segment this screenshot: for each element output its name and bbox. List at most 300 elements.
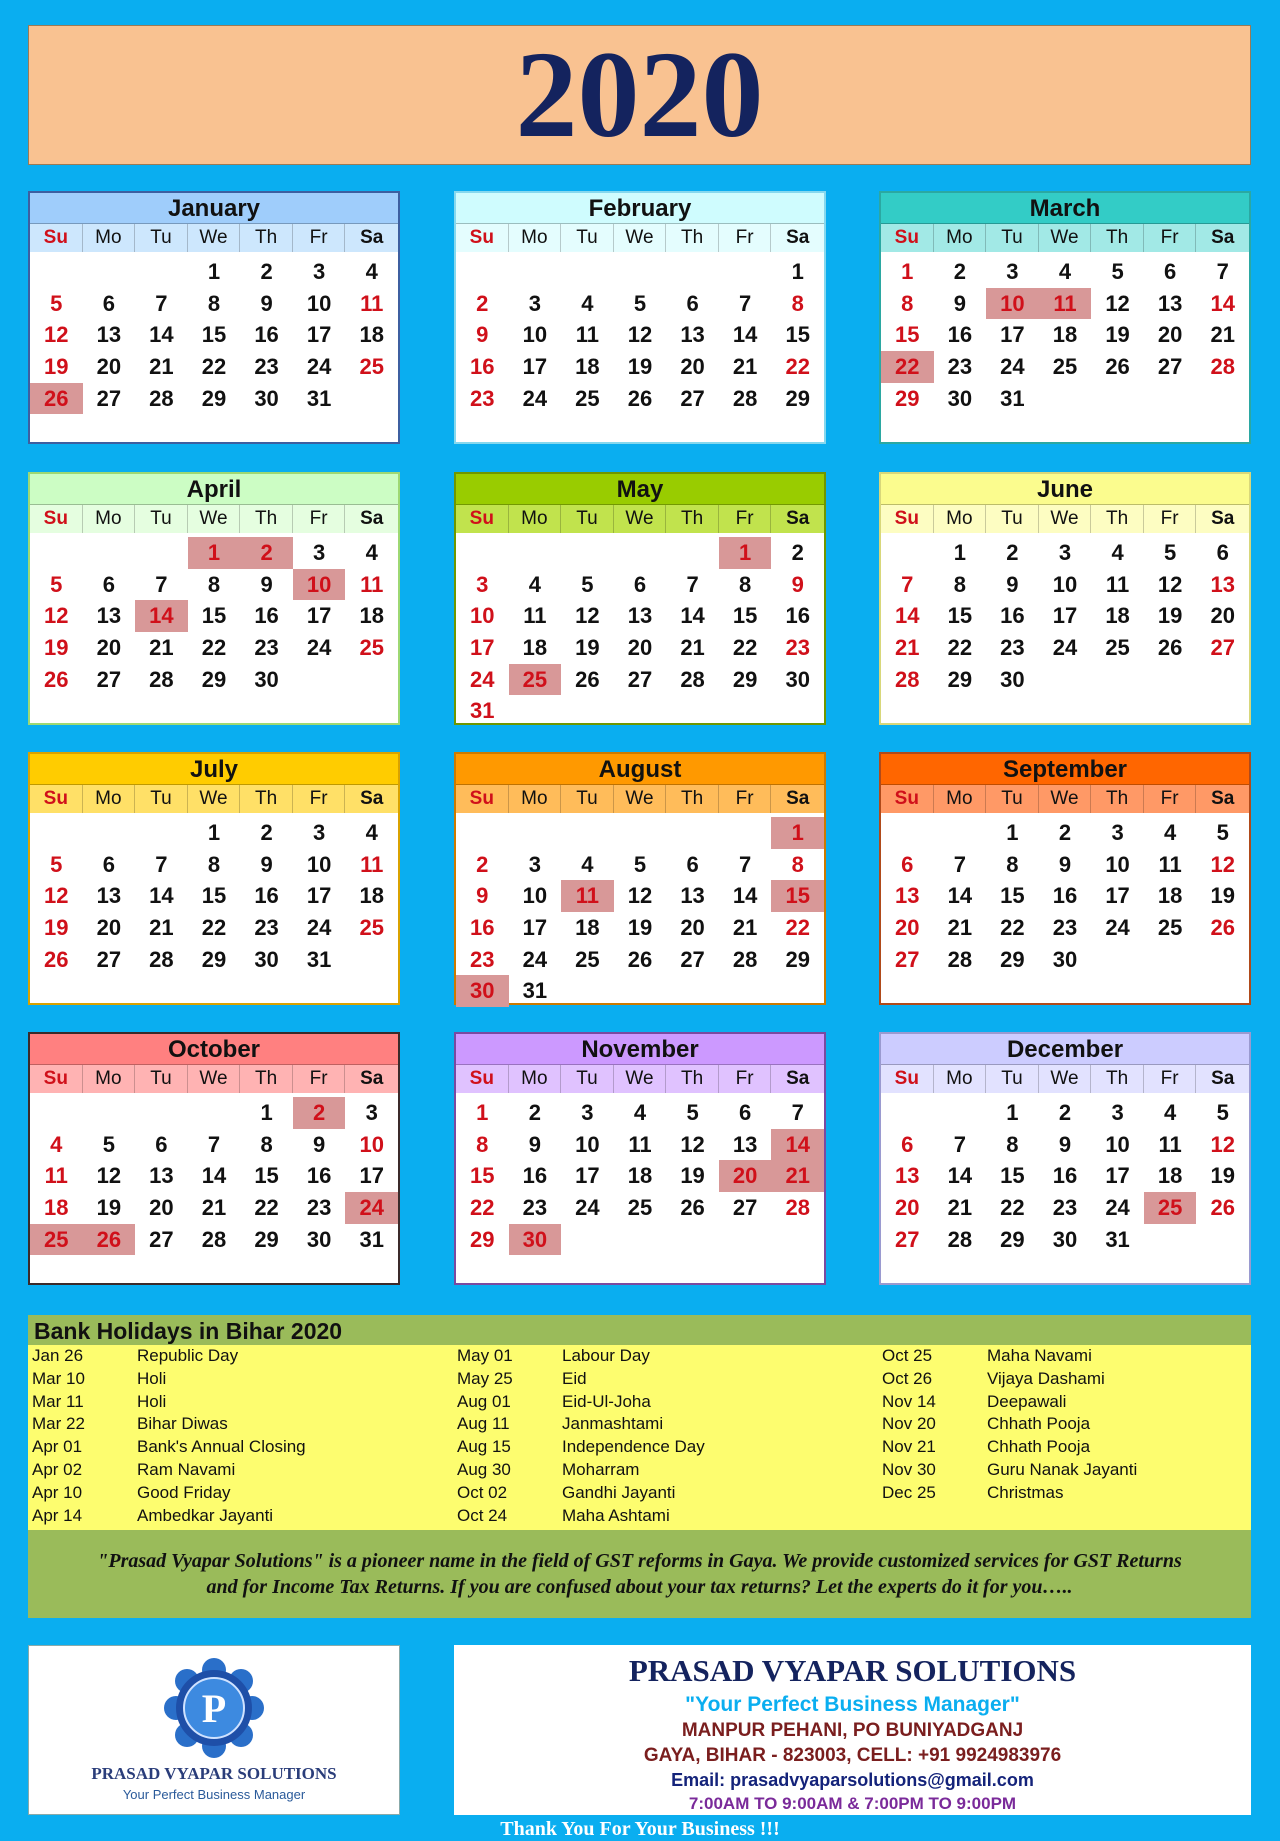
day-cell: 21 [947,1195,973,1221]
weekday-label: Mo [83,1065,136,1093]
day-cell: 29 [785,946,810,972]
day-cell: 22 [785,354,810,380]
month-july [28,752,400,1005]
day-cell: 5 [1111,259,1124,284]
day-cell: 20 [895,1195,920,1221]
day-cell: 11 [1105,571,1130,597]
day-cell: 16 [306,1163,332,1189]
day-cell: 19 [575,635,600,661]
day-cell: 22 [201,354,227,380]
holiday-date: Mar 10 [32,1368,85,1388]
empty-cell [881,1097,934,1129]
day-cell: 12 [1105,290,1130,316]
weekday-label: Sa [786,508,810,529]
weekday-label: Fr [293,785,346,813]
weekday-label: We [188,505,241,533]
weekday-label: Mo [83,505,136,533]
day-cell: 23 [470,385,495,411]
holiday-name: Ambedkar Jayanti [137,1505,274,1525]
day-cell: 14 [732,883,758,909]
weekday-label: Su [881,785,934,813]
day-cell: 27 [1157,354,1183,380]
empty-cell [666,537,719,569]
weekday-label: We [1039,505,1092,533]
day-cell: 1 [1006,820,1019,845]
holiday-date: Nov 14 [882,1391,936,1411]
holiday-date: Nov 21 [882,1437,936,1457]
day-cell: 19 [1210,883,1235,909]
day-cell: 4 [581,290,594,316]
year-title: 2020 [515,26,764,163]
month-february [454,191,826,444]
day-cell: 23 [1052,1195,1078,1221]
contact-card [454,1645,1251,1815]
day-grid [30,252,398,414]
day-cell: 1 [791,259,804,284]
day-cell: 28 [1210,354,1235,380]
day-cell: 13 [680,883,705,909]
day-cell: 26 [627,385,653,411]
day-cell: 24 [470,666,495,692]
day-cell: 4 [528,571,541,597]
day-cell: 6 [686,851,699,877]
weekday-label: Tu [561,224,614,252]
day-cell: 17 [306,603,332,629]
day-cell: 8 [207,571,221,597]
day-cell: 24 [1105,915,1130,941]
day-cell: 20 [96,354,122,380]
day-cell: 1 [771,817,824,849]
weekday-label: Fr [1144,785,1197,813]
day-cell: 12 [575,603,600,629]
empty-cell [30,537,83,569]
day-cell: 27 [895,1226,920,1252]
day-cell: 13 [1210,571,1235,597]
day-cell: 25 [509,664,562,696]
day-cell: 22 [470,1195,495,1221]
day-cell: 6 [155,1131,168,1157]
day-cell: 14 [1210,290,1235,316]
holiday-row [453,1436,853,1459]
empty-cell [719,817,772,849]
weekday-label: Tu [986,785,1039,813]
empty-cell [188,1097,241,1129]
day-cell: 28 [680,666,705,692]
empty-cell [456,537,509,569]
logo-letter: P [201,1686,227,1731]
day-cell: 26 [83,1224,136,1256]
day-cell: 19 [44,635,69,661]
holiday-name: Eid-Ul-Joha [562,1391,651,1411]
day-cell: 8 [739,571,752,597]
holiday-name: Christmas [987,1482,1064,1502]
day-cell: 10 [575,1131,600,1157]
holiday-row [453,1391,853,1414]
thank-you-footer: Thank You For Your Business !!! [500,1818,780,1840]
day-cell: 19 [627,915,653,941]
weekday-label: Su [30,505,83,533]
holiday-date: Oct 24 [457,1505,508,1525]
day-cell: 9 [260,290,273,316]
day-cell: 5 [50,571,63,597]
weekday-label: Th [666,224,719,252]
month-april [28,472,400,725]
empty-cell [561,256,614,288]
empty-cell [456,256,509,288]
day-cell: 28 [947,946,973,972]
day-cell: 16 [947,322,973,348]
weekday-label: Mo [509,785,562,813]
day-cell: 20 [680,915,705,941]
day-cell: 20 [96,915,122,941]
day-cell: 18 [1157,883,1183,909]
weekday-label: Su [881,1065,934,1093]
holiday-date: Apr 01 [32,1437,83,1457]
day-cell: 27 [680,946,705,972]
holiday-name: Moharram [562,1459,640,1479]
day-cell: 21 [149,354,174,380]
holiday-name: Guru Nanak Jayanti [987,1459,1138,1479]
weekday-label: Tu [986,224,1039,252]
day-cell: 9 [1006,571,1019,597]
day-cell: 6 [102,290,115,316]
weekday-label: We [614,785,667,813]
weekday-label: Tu [135,1065,188,1093]
day-cell: 3 [1058,540,1072,565]
holiday-column [878,1345,1278,1505]
empty-cell [614,256,667,288]
weekday-label: Tu [986,505,1039,533]
weekday-header [456,785,824,813]
holiday-row [28,1436,428,1459]
holiday-column [453,1345,853,1527]
day-cell: 4 [1164,820,1177,845]
day-cell: 8 [1006,851,1019,877]
day-cell: 7 [953,851,966,877]
day-cell: 11 [360,851,384,877]
holiday-name: Eid [562,1368,587,1388]
day-cell: 2 [1058,1100,1072,1125]
weekday-label: Mo [509,505,562,533]
day-cell: 24 [1105,1195,1130,1221]
day-cell: 26 [1157,635,1183,661]
weekday-label: Sa [1211,227,1235,248]
day-cell: 20 [149,1195,174,1221]
day-cell: 15 [785,322,810,348]
day-cell: 26 [680,1195,705,1221]
day-cell: 29 [201,666,227,692]
weekday-label: Fr [1144,1065,1197,1093]
weekday-label: We [1039,785,1092,813]
weekday-label: Th [1091,224,1144,252]
day-cell: 12 [627,883,653,909]
day-grid [456,1093,824,1255]
weekday-label: We [1039,1065,1092,1093]
holiday-name: Maha Navami [987,1346,1092,1365]
weekday-label: Tu [986,1065,1039,1093]
day-cell: 2 [953,259,966,284]
day-cell: 14 [680,603,705,629]
day-cell: 24 [522,946,548,972]
holiday-date: Dec 25 [882,1482,936,1502]
weekday-header [881,785,1249,813]
day-cell: 16 [254,883,279,909]
month-october [28,1032,400,1285]
holiday-name: Good Friday [137,1482,231,1502]
day-cell: 12 [627,322,653,348]
day-cell: 22 [1000,1195,1025,1221]
holiday-date: Aug 15 [457,1437,511,1457]
day-cell: 10 [293,569,346,601]
empty-cell [509,817,562,849]
day-cell: 10 [522,883,548,909]
weekday-label: Th [1091,1065,1144,1093]
day-cell: 18 [1105,603,1130,629]
day-cell: 10 [1105,851,1130,877]
day-cell: 18 [1157,1163,1183,1189]
day-cell: 2 [791,540,804,565]
day-cell: 26 [1105,354,1130,380]
weekday-label: Th [1091,505,1144,533]
day-cell: 26 [44,946,69,972]
day-cell: 8 [953,571,966,597]
weekday-label: Tu [135,785,188,813]
month-title: January [30,193,398,224]
holiday-date: Oct 26 [882,1368,933,1388]
month-title: May [456,474,824,505]
weekday-label: Th [1091,785,1144,813]
day-cell: 16 [254,603,279,629]
day-cell: 13 [895,883,920,909]
weekday-label: Th [666,785,719,813]
day-cell: 26 [575,666,600,692]
email-text: Email: prasadvyaparsolutions@gmail.com [671,1770,1034,1790]
holiday-row [453,1459,853,1482]
day-grid [881,1093,1249,1255]
day-cell: 16 [1052,883,1078,909]
day-cell: 7 [791,1100,804,1125]
weekday-label: Tu [561,505,614,533]
day-cell: 14 [771,1129,824,1161]
day-cell: 19 [44,354,69,380]
day-cell: 26 [1210,915,1235,941]
empty-cell [83,256,136,288]
day-cell: 8 [791,290,804,316]
day-cell: 16 [785,603,810,629]
day-cell: 23 [306,1195,332,1221]
day-cell: 31 [306,385,332,411]
weekday-label: Sa [360,508,384,529]
day-cell: 6 [901,851,914,877]
logo-card [28,1645,400,1815]
holiday-date: Oct 02 [457,1482,508,1502]
day-cell: 17 [522,354,548,380]
day-cell: 9 [953,290,966,316]
day-cell: 19 [1157,603,1183,629]
day-cell: 3 [365,1100,378,1125]
weekday-label: Sa [360,227,384,248]
holiday-date: Aug 11 [457,1414,510,1434]
day-cell: 24 [306,635,332,661]
day-cell: 3 [1111,1100,1124,1125]
day-cell: 23 [1000,635,1025,661]
weekday-label: Sa [1211,788,1235,809]
holiday-name: Holi [137,1368,167,1388]
day-cell: 7 [901,571,914,597]
day-cell: 17 [359,1163,384,1189]
weekday-label: Su [881,224,934,252]
day-cell: 5 [633,290,647,316]
weekday-label: Mo [83,224,136,252]
day-cell: 8 [476,1131,489,1157]
day-cell: 19 [680,1163,705,1189]
holiday-name: Holi [137,1391,167,1411]
day-cell: 17 [470,635,495,661]
day-cell: 13 [149,1163,174,1189]
day-cell: 11 [575,322,600,348]
day-cell: 11 [360,290,384,316]
day-cell: 12 [44,883,69,909]
weekday-label: Su [456,224,509,252]
holiday-row [878,1459,1278,1482]
day-cell: 14 [732,322,758,348]
day-cell: 4 [50,1131,63,1157]
weekday-label: Mo [934,1065,987,1093]
day-cell: 1 [476,1100,489,1125]
day-cell: 28 [947,1226,973,1252]
day-cell: 24 [522,385,548,411]
month-title: February [456,193,824,224]
day-cell: 22 [881,351,934,383]
holiday-row [28,1368,428,1391]
day-cell: 24 [1052,635,1078,661]
day-cell: 13 [96,322,122,348]
day-grid [881,533,1249,695]
day-cell: 6 [1164,259,1177,284]
day-cell: 18 [575,354,600,380]
month-title: July [30,754,398,785]
day-cell: 30 [456,975,509,1007]
holiday-row [453,1482,853,1505]
holiday-row [28,1482,428,1505]
day-cell: 15 [771,880,824,912]
month-title: November [456,1034,824,1065]
day-cell: 31 [359,1226,384,1252]
holiday-row [28,1413,428,1436]
day-cell: 4 [1111,540,1124,565]
day-cell: 4 [1164,1100,1177,1125]
empty-cell [666,256,719,288]
day-cell: 17 [1105,1163,1130,1189]
day-cell: 21 [680,635,705,661]
day-cell: 8 [207,290,221,316]
empty-cell [614,817,667,849]
day-cell: 30 [1052,1226,1078,1252]
weekday-label: Sa [786,1068,810,1089]
day-grid [881,252,1249,414]
day-cell: 15 [1000,1163,1025,1189]
holiday-date: May 01 [457,1346,513,1365]
weekday-header [30,1065,398,1093]
day-cell: 4 [365,820,378,845]
month-may [454,472,826,725]
day-cell: 23 [254,635,279,661]
day-cell: 10 [359,1131,384,1157]
empty-cell [719,256,772,288]
day-cell: 16 [522,1163,548,1189]
holiday-row [453,1505,853,1528]
holiday-row [453,1345,853,1368]
weekday-label: Mo [83,785,136,813]
weekday-label: We [614,1065,667,1093]
day-cell: 7 [686,571,699,597]
day-cell: 7 [155,290,168,316]
weekday-label: Th [240,1065,293,1093]
weekday-header [30,785,398,813]
address-line-2: GAYA, BIHAR - 823003, CELL: +91 9924983976 [643,1745,1062,1766]
day-cell: 25 [1157,915,1183,941]
holiday-column [28,1345,428,1527]
holiday-date: Apr 10 [32,1482,83,1502]
day-cell: 22 [732,635,758,661]
holiday-name: Republic Day [137,1346,239,1365]
day-cell: 29 [1000,1226,1025,1252]
day-cell: 7 [1216,259,1229,284]
weekday-label: We [188,1065,241,1093]
empty-cell [881,817,934,849]
day-cell: 17 [1000,322,1025,348]
day-cell: 1 [901,259,914,284]
day-cell: 5 [1164,540,1177,565]
holiday-date: Nov 20 [882,1414,936,1434]
day-cell: 26 [627,946,653,972]
day-cell: 16 [1052,1163,1078,1189]
day-cell: 11 [1039,288,1092,320]
weekday-label: Fr [719,224,772,252]
holiday-row [453,1413,853,1436]
month-title: August [456,754,824,785]
day-cell: 29 [785,385,810,411]
holiday-name: Vijaya Dashami [987,1368,1105,1388]
holiday-row [878,1413,1278,1436]
day-cell: 1 [188,537,241,569]
day-grid [30,813,398,975]
holiday-row [453,1368,853,1391]
day-cell: 16 [470,915,495,941]
day-cell: 30 [254,666,279,692]
empty-cell [30,817,83,849]
day-cell: 2 [260,820,273,845]
weekday-label: Sa [1211,508,1235,529]
day-cell: 15 [201,322,227,348]
day-cell: 13 [1157,290,1183,316]
day-cell: 7 [155,851,168,877]
day-cell: 6 [686,290,699,316]
holiday-name: Bihar Diwas [137,1414,228,1434]
day-cell: 27 [627,666,653,692]
month-september [879,752,1251,1005]
day-cell: 7 [155,571,168,597]
empty-cell [83,1097,136,1129]
day-cell: 10 [306,290,332,316]
day-cell: 25 [359,354,384,380]
day-cell: 1 [719,537,772,569]
day-cell: 29 [201,946,227,972]
day-cell: 16 [470,354,495,380]
company-name: PRASAD VYAPAR SOLUTIONS [628,1653,1077,1688]
day-cell: 31 [1000,385,1025,411]
day-cell: 6 [102,851,115,877]
